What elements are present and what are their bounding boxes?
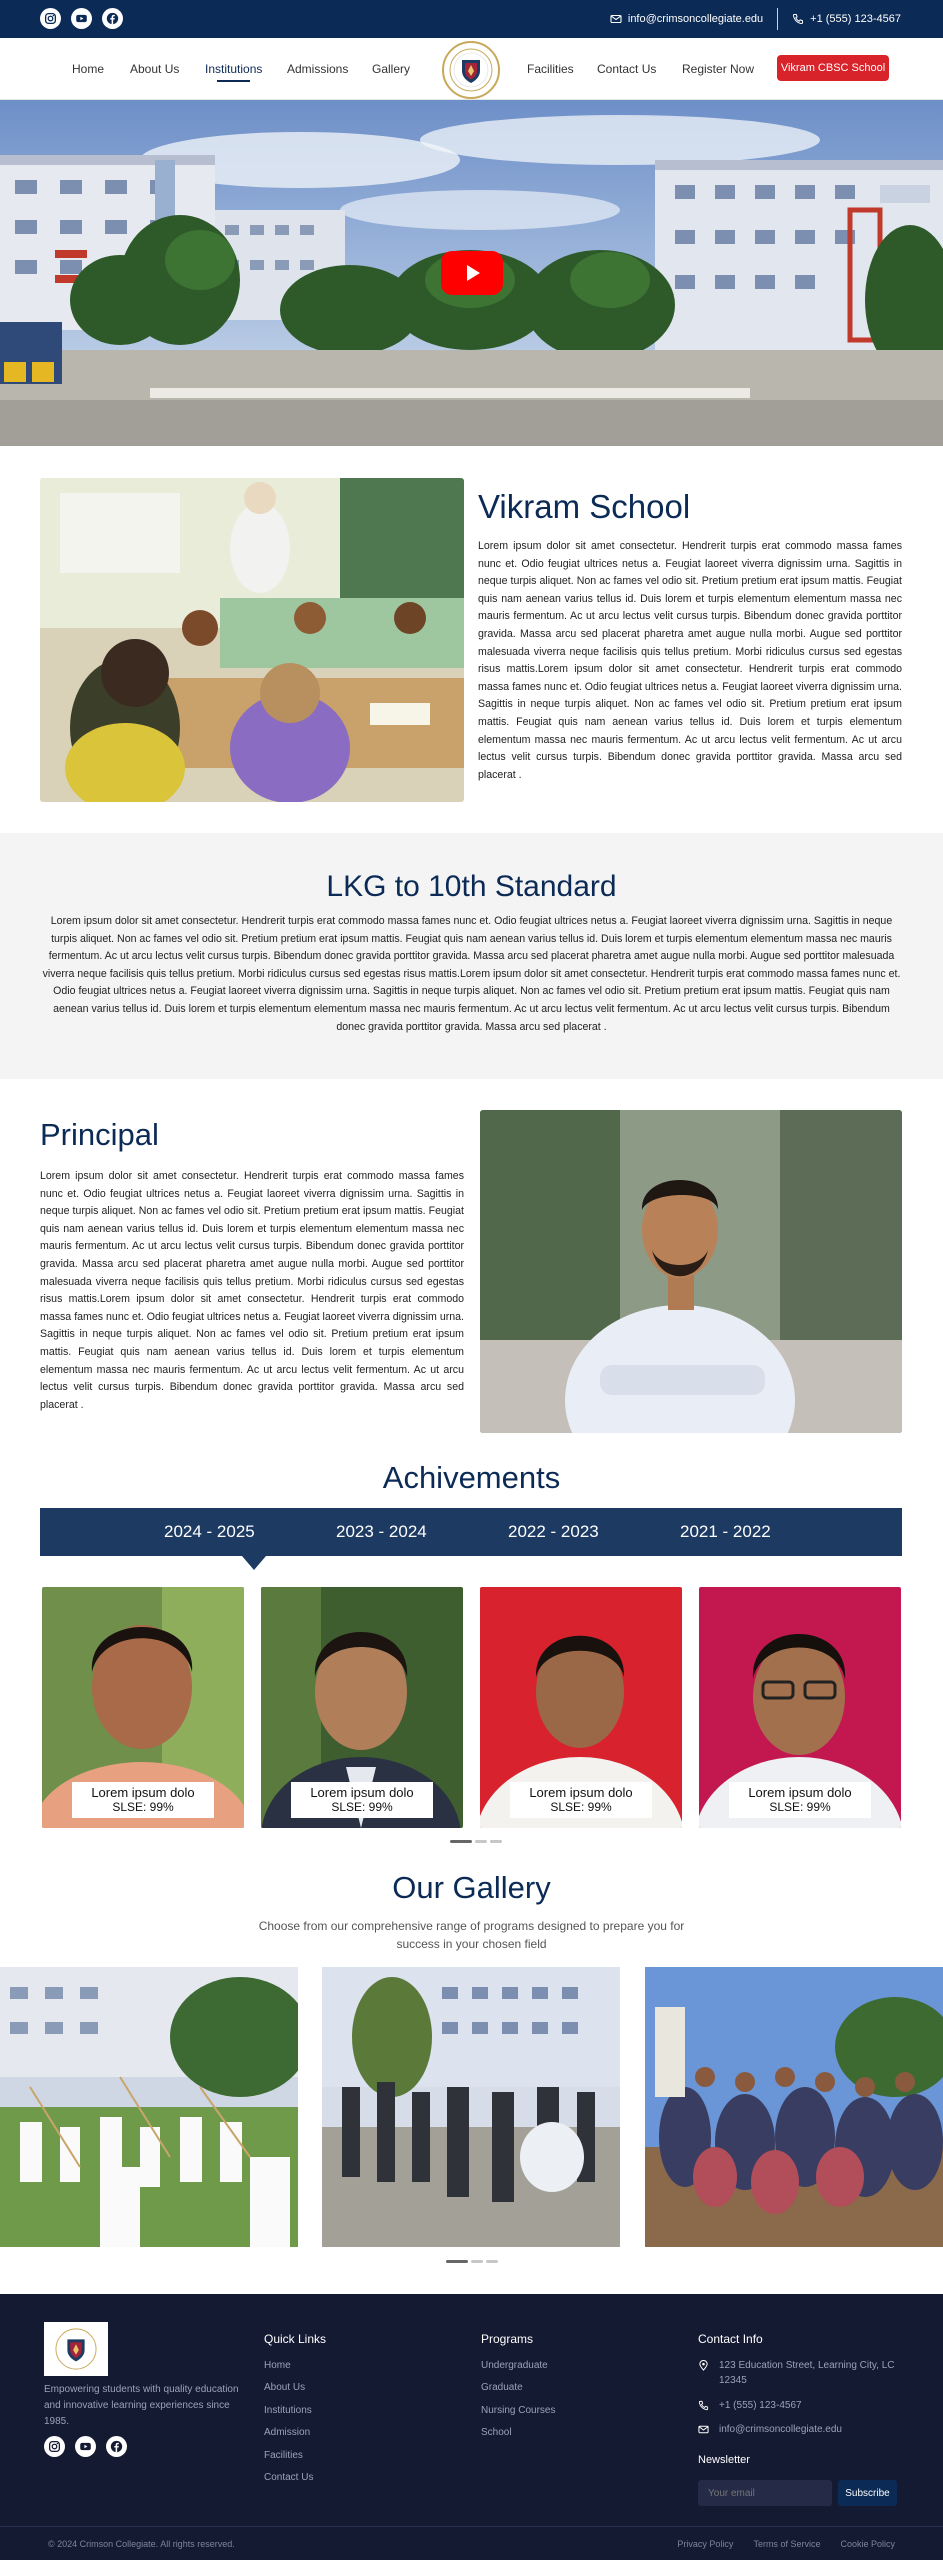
youtube-icon[interactable] [71, 8, 92, 29]
newsletter-title: Newsletter [698, 2454, 750, 2466]
student-score: SLSE: 99% [112, 1800, 174, 1814]
play-icon [461, 262, 483, 284]
quick-links-title: Quick Links [264, 2332, 327, 2346]
footer-link-facilities[interactable]: Facilities [264, 2449, 303, 2461]
gallery-image-martial-arts[interactable] [0, 1967, 298, 2247]
newsletter-email-input[interactable] [698, 2480, 832, 2506]
student-card[interactable] [261, 1587, 463, 1828]
principal-photo [480, 1110, 902, 1433]
phone-icon [698, 2400, 709, 2411]
quick-links [264, 2360, 313, 2494]
main-nav [0, 38, 943, 100]
instagram-icon[interactable] [40, 8, 61, 29]
year-tab-2023-2024[interactable]: 2023 - 2024 [336, 1522, 427, 1541]
student-name: Lorem ipsum dolo [91, 1785, 195, 1800]
student-score: SLSE: 99% [550, 1800, 612, 1814]
nav-institutions[interactable]: Institutions [205, 62, 263, 76]
student-name: Lorem ipsum dolo [748, 1785, 852, 1800]
footer-link-about-us[interactable]: About Us [264, 2382, 306, 2394]
nav-register-now[interactable]: Register Now [682, 62, 755, 76]
principal-description: Lorem ipsum dolor sit amet consectetur. Hendrerit turpis erat commodo massa fames nunc et. Odio feugiat ultrices netus a. Feugiat laoreet viverra dignissim urna. Sagittis in neque turpis aliquet. Non ac fames vel odio sit. Pretium pretium erat ipsum mattis. Feugiat quis nam aenean varius tellus id. Duis lorem et turpis elementum elementum massa nec mauris fermentum. Ac ut arcu lectus velit cursus turpis. Bibendum donec gravida porttitor gravida. Massa arcu sed placerat pharetra amet augue nulla morbi. Augue sed porttitor malesuada viverra neque facilisis quis tellus pretium. Morbi ridiculus cursus sed egestas risus mattis.Lorem ipsum dolor sit amet consectetur. Hendrerit turpis erat commodo massa fames nunc et. Odio feugiat ultrices netus a. Feugiat laoreet viverra dignissim urna. Sagittis in neque turpis aliquet. Non ac fames vel odio sit. Pretium pretium erat ipsum mattis. Feugiat quis nam aenean varius tellus id. Duis lorem et turpis elementum elementum massa nec mauris fermentum. Ac ut arcu lectus velit fermentum. Ac ut arcu lectus velit cursus turpis. Bibendum donec gravida porttitor gravida. Massa arcu sed placerat . [40, 1170, 464, 1411]
school-description: Lorem ipsum dolor sit amet consectetur. Hendrerit turpis erat commodo massa fames nunc et. Odio feugiat ultrices netus a. Feugiat laoreet viverra dignissim urna. Sagittis in neque turpis aliquet. Non ac fames vel odio sit. Pretium pretium erat ipsum mattis. Feugiat quis nam aenean varius tellus id. Duis lorem et turpis elementum elementum massa nec mauris fermentum. Ac ut arcu lectus velit cursus turpis. Bibendum donec gravida porttitor gravida. Massa arcu sed placerat pharetra amet augue nulla morbi. Augue sed porttitor malesuada viverra neque facilisis quis tellus pretium. Morbi ridiculus cursus sed egestas risus mattis.Lorem ipsum dolor sit amet consectetur. Hendrerit turpis erat commodo massa fames nunc et. Odio feugiat ultrices netus a. Feugiat laoreet viverra dignissim urna. Sagittis in neque turpis aliquet. Non ac fames vel odio sit. Pretium pretium erat ipsum mattis. Feugiat quis nam aenean varius tellus id. Duis lorem et turpis elementum elementum massa nec mauris fermentum. Ac ut arcu lectus velit fermentum. Ac ut arcu lectus velit cursus turpis. Bibendum donec gravida porttitor gravida. Massa arcu sed placerat . [478, 540, 902, 781]
programs-links [481, 2360, 555, 2450]
legal-links [677, 2539, 895, 2549]
carousel-dot[interactable] [471, 2260, 483, 2263]
student-caption [291, 1782, 433, 1818]
carousel-dot[interactable] [486, 2260, 498, 2263]
location-pin-icon [698, 2360, 709, 2371]
nav-admissions[interactable]: Admissions [287, 62, 349, 76]
footer-address-text: 123 Education Street, Learning City, LC 12345 [719, 2360, 895, 2386]
footer-program-graduate[interactable]: Graduate [481, 2382, 523, 2394]
student-card[interactable] [699, 1587, 901, 1828]
achievements-title: Achivements [382, 1460, 561, 1495]
divider [777, 8, 778, 30]
mail-icon [698, 2424, 709, 2435]
mail-icon [610, 13, 622, 25]
instagram-icon[interactable] [44, 2436, 65, 2457]
top-bar [0, 0, 943, 38]
gallery-title: Our Gallery [392, 1870, 551, 1905]
gallery-image-band[interactable] [322, 1967, 620, 2247]
student-score: SLSE: 99% [331, 1800, 393, 1814]
social-links [40, 8, 123, 29]
privacy-policy-link[interactable]: Privacy Policy [677, 2539, 734, 2549]
footer-program-nursing[interactable]: Nursing Courses [481, 2404, 556, 2416]
footer-program-undergraduate[interactable]: Undergraduate [481, 2360, 548, 2371]
hero-video[interactable] [0, 100, 943, 446]
year-tabs [40, 1508, 902, 1556]
year-tab-2024-2025[interactable]: 2024 - 2025 [164, 1522, 255, 1541]
footer-phone[interactable] [698, 2398, 802, 2413]
footer-social-links [44, 2436, 127, 2457]
year-tab-2022-2023[interactable]: 2022 - 2023 [508, 1522, 599, 1541]
footer-address [698, 2358, 898, 2388]
carousel-dot[interactable] [490, 1840, 502, 1843]
top-phone[interactable] [792, 13, 901, 25]
nav-gallery[interactable]: Gallery [372, 62, 411, 76]
copyright: © 2024 Crimson Collegiate. All rights reserved. [48, 2539, 235, 2549]
achievements-carousel-dots [450, 1840, 502, 1843]
school-title: Vikram School [478, 488, 691, 525]
student-score: SLSE: 99% [769, 1800, 831, 1814]
footer-link-home[interactable]: Home [264, 2360, 291, 2371]
footer-email[interactable] [698, 2422, 842, 2437]
classroom-image [40, 478, 464, 802]
nav-home[interactable]: Home [72, 62, 105, 76]
facebook-icon[interactable] [106, 2436, 127, 2457]
student-card[interactable] [42, 1587, 244, 1828]
gallery-subtitle: Choose from our comprehensive range of programs designed to prepare you for success in your chosen field [258, 1919, 685, 1951]
standards-description: Lorem ipsum dolor sit amet consectetur. Hendrerit turpis erat commodo massa fames nunc et. Odio feugiat ultrices netus a. Feugiat laoreet viverra dignissim urna. Sagittis in neque turpis aliquet. Non ac fames vel odio sit. Pretium pretium erat ipsum mattis. Feugiat quis nam aenean varius tellus id. Duis lorem et turpis elementum elementum massa nec mauris fermentum. Ac ut arcu lectus velit cursus turpis. Bibendum donec gravida porttitor gravida. Massa arcu sed placerat pharetra amet augue nulla morbi. Augue sed porttitor malesuada viverra neque facilisis quis tellus pretium. Morbi ridiculus cursus sed egestas risus mattis.Lorem ipsum dolor sit amet consectetur. Hendrerit turpis erat commodo massa fames nunc et. Odio feugiat ultrices netus a. Feugiat laoreet viverra dignissim urna. Sagittis in neque turpis aliquet. Non ac fames vel odio sit. Pretium pretium erat ipsum mattis. Feugiat quis nam aenean varius tellus id. Duis lorem et turpis elementum elementum massa nec mauris fermentum. Ac ut arcu lectus velit fermentum. Ac ut arcu lectus velit cursus turpis. Bibendum donec gravida porttitor gravida. Massa arcu sed placerat . [42, 915, 901, 1033]
footer-phone-text: +1 (555) 123-4567 [719, 2400, 802, 2411]
play-button[interactable] [441, 251, 503, 295]
footer-link-admission[interactable]: Admission [264, 2427, 311, 2439]
school-logo[interactable] [442, 41, 500, 99]
student-name: Lorem ipsum dolo [529, 1785, 633, 1800]
footer-email-text: info@crimsoncollegiate.edu [719, 2424, 842, 2435]
footer-program-school[interactable]: School [481, 2427, 512, 2439]
top-email-text: info@crimsoncollegiate.edu [627, 13, 764, 25]
top-phone-text: +1 (555) 123-4567 [810, 13, 901, 25]
terms-link[interactable]: Terms of Service [753, 2539, 821, 2549]
carousel-dot[interactable] [475, 1840, 487, 1843]
vikram-cbsc-button[interactable]: Vikram CBSC School [777, 55, 889, 81]
student-caption [729, 1782, 871, 1818]
footer [0, 2294, 943, 2526]
standards-section [0, 833, 943, 1079]
active-tab-indicator [242, 1556, 266, 1570]
nav-contact-us[interactable]: Contact Us [597, 62, 657, 76]
student-caption [510, 1782, 652, 1818]
cookie-policy-link[interactable]: Cookie Policy [840, 2539, 895, 2549]
principal-title: Principal [40, 1117, 159, 1152]
nav-facilities[interactable]: Facilities [527, 62, 574, 76]
top-email[interactable] [610, 13, 763, 25]
nav-about-us[interactable]: About Us [130, 62, 180, 76]
carousel-dot[interactable] [446, 2260, 468, 2263]
footer-link-institutions[interactable]: Institutions [264, 2404, 312, 2416]
footer-logo[interactable] [44, 2322, 108, 2376]
contact-info-title: Contact Info [698, 2332, 763, 2346]
footer-link-contact-us[interactable]: Contact Us [264, 2471, 314, 2483]
subscribe-button[interactable]: Subscribe [838, 2480, 897, 2506]
facebook-icon[interactable] [102, 8, 123, 29]
year-tab-2021-2022[interactable]: 2021 - 2022 [680, 1522, 771, 1541]
standards-title: LKG to 10th Standard [326, 870, 617, 903]
student-name: Lorem ipsum dolo [310, 1785, 414, 1800]
gallery-image-group[interactable] [645, 1967, 943, 2247]
student-caption [72, 1782, 214, 1818]
phone-icon [792, 13, 804, 25]
footer-bottom-bar [0, 2526, 943, 2560]
youtube-icon[interactable] [75, 2436, 96, 2457]
gallery-carousel-dots [446, 2260, 498, 2263]
top-contact [610, 0, 901, 38]
programs-title: Programs [481, 2332, 534, 2346]
student-card[interactable] [480, 1587, 682, 1828]
carousel-dot[interactable] [450, 1840, 472, 1843]
footer-description: Empowering students with quality education and innovative learning experiences since 1985. [44, 2384, 239, 2427]
